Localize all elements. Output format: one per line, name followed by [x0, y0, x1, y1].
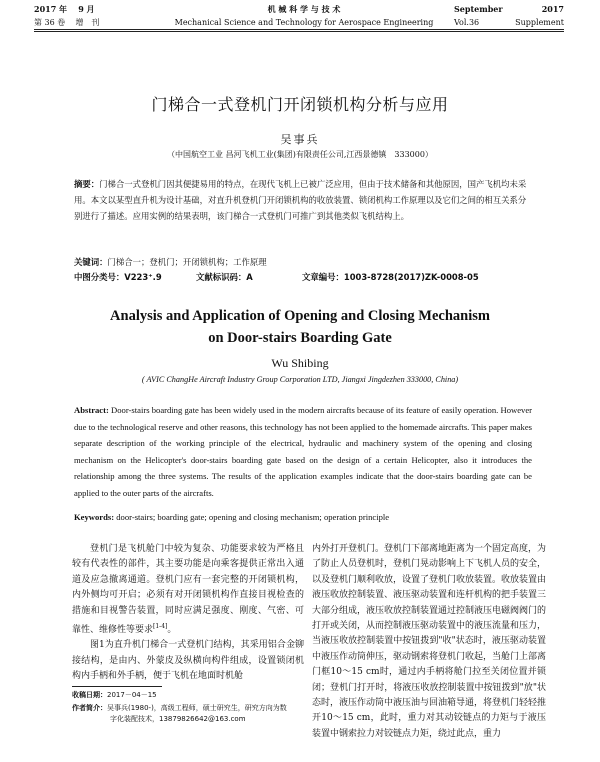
body-left-paragraph-2: 图1为直升机门梯合一式登机门结构，其采用铝合金铆接结构，是由内、外蒙皮及纵横向构件组成，设置锁闭机构内手柄和外手柄，便于飞机在地面时机舱 [72, 640, 304, 682]
clc-number: 中图分类号：V223⁺.9 [74, 272, 162, 282]
footnote-rule [72, 686, 162, 687]
keywords-cn-label: 关键词： [74, 257, 108, 267]
header-rule-bottom [34, 31, 564, 32]
header-month-cn: 9 月 [78, 4, 95, 14]
footnote-received-date: 2017－04－15 [107, 691, 157, 699]
abstract-cn-text: 门梯合一式登机门因其便捷易用的特点，在现代飞机上已被广泛应用，但由于技术储备和其他原因，国产飞机均未采用。本文以某型直升机为设计基础，对直升机登机门开闭锁机构的收放装置、锁闭机构工作原理以及它们之间的相互关系分别进行了描述。应用实例的结果表明，该门梯合一式登机门可推广到其他类似飞机结构上。 [74, 179, 527, 221]
header-journal-cn: 机 械 科 学 与 技 术 [267, 4, 341, 14]
body-column-right [312, 542, 546, 742]
abstract-en [74, 402, 532, 502]
keywords-cn [74, 255, 528, 269]
body-column-left [72, 542, 304, 685]
footnote-received [72, 690, 304, 701]
abstract-en-text: Door-stairs boarding gate has been widely used in the modern aircrafts because of its feature of easily operation. However due to the technological reserve and other reasons, this technology has not been applied to the homemade aircrafts. This paper makes separate description of the working principle of the electrical, hydraulic and machinery system of the opening and closing mechanism on the Helicopter's door-stairs boarding gate based on the design of a certain Helicopter, also it introduces the relationship among the three systems. The results of the application examples indicate that the door-stairs boarding gate can be applied to the outer parts of the aircrafts. [74, 405, 532, 498]
author-name-en: Wu Shibing [271, 356, 329, 370]
keywords-cn-text: 门梯合一；登机门；开闭锁机构；工作原理 [107, 257, 267, 267]
author-name-cn: 吴事兵 [280, 133, 320, 146]
paper-title-en [40, 305, 560, 349]
header-volume-cn: 第 36 卷 [34, 18, 66, 27]
body-left-p1-text: 登机门是飞机舱门中较为复杂、功能要求较为严格且较有代表性的部件，其主要功能是向乘客提供正常出入通道及应急撤离通道。登机门应有一套完整的开闭锁机构，内外侧均可开启；必须有对开闭锁机构作直接目视检查的措施和目视警告装置，同时应满足强度、刚度、气密、可靠性、维修性等要求 [72, 544, 304, 636]
footnote-received-label: 收稿日期： [72, 691, 107, 699]
article-number: 文章编号：1003-8728(2017)ZK-0008-05 [302, 272, 479, 282]
body-left-paragraph-1 [72, 542, 304, 638]
document-code: 文献标识码：A [196, 272, 253, 282]
header-rule-top [34, 29, 564, 30]
footnote-author [72, 703, 304, 725]
header-journal-en: Mechanical Science and Technology for Aerospace Engineering [174, 18, 434, 27]
header-supplement-en: Supplement [515, 18, 564, 27]
citation-ref: [1-4] [153, 623, 168, 631]
paper-title-cn: 门梯合一式登机门开闭锁机构分析与应用 [151, 95, 449, 114]
header-date-cn [34, 4, 154, 15]
abstract-cn [74, 176, 528, 224]
keywords-en-text: door-stairs; boarding gate; opening and closing mechanism; operation principle [114, 512, 390, 522]
footnote-author-line-1: 吴事兵(1980-)，高级工程师，硕士研究生，研究方向为数 [107, 704, 287, 712]
header-month-en: September [454, 4, 503, 14]
footnote-author-label: 作者简介： [72, 704, 107, 712]
keywords-en-label: Keywords: [74, 512, 115, 522]
classification-line [74, 271, 528, 283]
body-right-paragraph-1: 内外打开登机门。登机门下部离地距离为一个固定高度，为了防止人员登机时，登机门晃动影响上下飞机人员的安全，以及登机门顺利收放，设置了登机门收放装置。收放装置由液压收放控制装置、液压驱动装置和连杆机构的把手装置三大部分组成，液压收放控制装置通过控制液压电磁阀阀门的打开或关闭，从而控制液压驱动装置中的液压流量和压力，当液压收放控制装置中按钮拨到"收"状态时，液压驱动装置中液压作动筒伸压，驱动钢索将登机门收起，当舱门上部离门框10～15 cm时，通过内手柄将舱门拉至关闭位置并锁闭；登机门打开时，将液压收放控制装置中按钮拨到"放"状态时，液压作动筒中液压油与回油箱导通，将登机门轻轻推开10～15 cm，此时，重力对其动铰链点的力矩与于液压装置中钢索拉力对铰链点力矩，绕过此点，重力 [312, 544, 547, 739]
header-year-cn: 2017 年 [34, 4, 68, 14]
running-header-row-1 [34, 4, 564, 15]
header-date-en [454, 4, 564, 14]
body-left-p1-end: 。 [167, 625, 177, 636]
paper-title-en-line-2: on Door-stairs Boarding Gate [208, 330, 392, 346]
running-header-row-2 [34, 17, 564, 28]
affiliation-cn: （中国航空工业 昌河飞机工业(集团)有限责任公司,江西景德镇 333000） [167, 150, 433, 159]
abstract-cn-label: 摘要： [74, 179, 100, 189]
header-year-en: 2017 [541, 4, 564, 14]
header-volume-en-group [454, 18, 564, 27]
keywords-en [74, 512, 532, 522]
paper-title-en-line-1: Analysis and Application of Opening and Closing Mechanism [110, 308, 490, 324]
header-volume-en: Vol.36 [454, 18, 480, 27]
footnote-author-line-2: 字化装配技术，13879826642@163.com [110, 715, 246, 723]
header-volume-cn-group [34, 17, 154, 28]
header-supplement-cn: 增 刊 [75, 18, 100, 27]
abstract-en-label: Abstract: [74, 405, 109, 415]
affiliation-en: ( AVIC ChangHe Aircraft Industry Group Corporation LTD, Jiangxi Jingdezhen 333000, China) [141, 375, 459, 384]
